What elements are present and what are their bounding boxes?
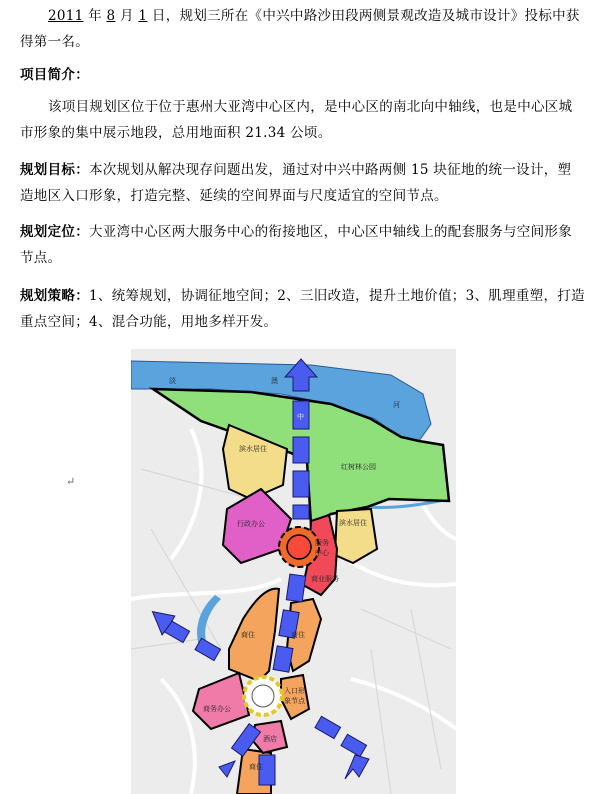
axis-seg [273, 646, 293, 672]
goal-text: 本次规划从解决现存问题出发，通过对中兴中路两侧 15 块征地的统一设计，塑造地区入口形象，打造完整、延续的空间界面与尺度适宜的空间节点。 [20, 162, 572, 204]
axis-seg [293, 437, 309, 463]
intro-heading: 项目简介： [20, 67, 89, 83]
axis-label: 中 [297, 413, 304, 421]
axis-seg-right [315, 716, 341, 738]
commercial-res-label-3: 商住 [249, 763, 263, 771]
strategy-text: 1、统筹规划，协调征地空间；2、三旧改造，提升土地价值；3、肌理重塑，打造重点空间；4、混合功能，用地多样开发。 [20, 288, 585, 330]
award-year: 2011 [48, 8, 84, 24]
admin-label: 行政办公 [237, 520, 265, 528]
axis-arrow-lower-left [219, 761, 235, 777]
paragraph-mark: ↵ [66, 475, 76, 488]
river-char-1: 淡 [169, 377, 176, 385]
award-month: 8 [106, 8, 116, 24]
business-office-area [193, 673, 249, 729]
planning-map-svg [131, 349, 456, 794]
award-paragraph [20, 3, 585, 55]
river-char-2: 澳 [271, 377, 278, 385]
waterfront-residential-2 [335, 509, 377, 563]
position-paragraph [20, 219, 585, 271]
strategy-label: 规划策略： [20, 288, 89, 304]
axis-seg [293, 471, 309, 497]
entrance-label-2: 象节点 [284, 697, 305, 705]
strategy-paragraph [20, 283, 585, 335]
river-char-3: 河 [393, 401, 400, 409]
service-label-1: 服务 [315, 539, 329, 547]
hotel-label: 酒店 [263, 735, 277, 743]
business-office-label: 商务办公 [203, 705, 231, 713]
award-day-unit: 日 [147, 8, 166, 24]
binshui-label-2: 滨水居住 [339, 519, 367, 527]
intro-paragraph: 该项目规划区位于位于惠州大亚湾中心区内，是中心区的南北向中轴线，也是中心区城市形象的集中展示地段，总用地面积 21.34 公顷。 [20, 99, 573, 141]
axis-seg-right [341, 734, 367, 756]
position-text: 大亚湾中心区两大服务中心的衔接地区，中心区中轴线上的配套服务与空间形象节点。 [20, 224, 572, 266]
axis-arrow-right [345, 755, 369, 779]
park-label: 红树林公园 [341, 463, 376, 471]
award-day: 1 [138, 8, 148, 24]
award-text: ，规划三所在《中兴中路沙田段两侧景观改造及城市设计》投标中获得第一名。 [20, 8, 580, 50]
axis-seg [293, 505, 309, 519]
goal-label: 规划目标： [20, 162, 89, 178]
award-year-unit: 年 [83, 8, 107, 24]
service-label-2: 中心 [315, 549, 329, 557]
business-service-label: 商业服务 [311, 575, 339, 583]
goal-paragraph [20, 157, 585, 209]
binshui-label-1: 滨水居住 [239, 445, 267, 453]
axis-seg [286, 574, 305, 602]
service-node [279, 527, 319, 567]
commercial-res-label-1: 商住 [241, 631, 255, 639]
award-month-unit: 月 [115, 8, 139, 24]
planning-map [131, 349, 456, 794]
position-label: 规划定位： [20, 224, 89, 240]
entrance-label-1: 入口形 [284, 687, 305, 695]
commercial-res-label-2: 商住 [291, 631, 305, 639]
entrance-node [244, 677, 282, 715]
